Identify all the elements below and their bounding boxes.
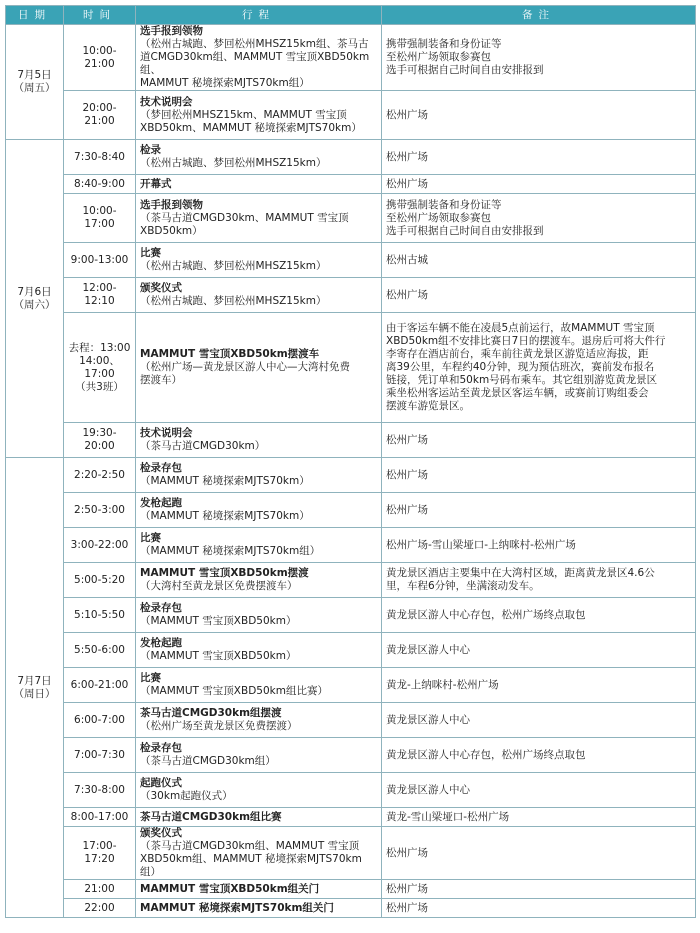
header-date: 日期 <box>6 6 64 25</box>
time-cell <box>64 423 136 458</box>
time-text: 6:00-21:00 <box>70 678 129 691</box>
table-row <box>6 423 696 458</box>
table-row <box>6 91 696 140</box>
note-text: 里，车程6分钟，坐满滚动发车。 <box>386 580 540 592</box>
item-title: 茶马古道CMGD30km组摆渡 <box>140 707 282 719</box>
item-cell <box>136 808 382 827</box>
time-text: 7:30-8:00 <box>74 783 125 796</box>
note-cell <box>382 175 696 194</box>
item-title: 技术说明会 <box>140 95 193 108</box>
table-row <box>6 458 696 493</box>
table-row <box>6 827 696 880</box>
table-row <box>6 633 696 668</box>
time-cell <box>64 278 136 313</box>
time-cell <box>64 633 136 668</box>
time-cell <box>64 458 136 493</box>
date-text: 7月5日 <box>17 69 52 81</box>
item-cell <box>136 423 382 458</box>
table-row <box>6 563 696 598</box>
item-subtitle: （松州古城跑、梦回松州MHSZ15km） <box>140 260 327 272</box>
note-cell <box>382 25 696 91</box>
table-row <box>6 278 696 313</box>
note-text: 黄龙景区游人中心 <box>386 643 470 656</box>
note-text: 松州广场 <box>386 150 428 163</box>
item-title: 检录存包 <box>140 602 182 614</box>
time-cell <box>64 194 136 243</box>
item-title: MAMMUT 雪宝顶XBD50km摆渡 <box>140 567 309 579</box>
note-text: 黄龙景区游人中心存包，松州广场终点取包 <box>386 608 586 621</box>
note-cell <box>382 633 696 668</box>
item-title: 开幕式 <box>140 177 172 190</box>
time-text: 8:00-17:00 <box>70 810 129 823</box>
schedule-body <box>6 25 696 918</box>
note-cell <box>382 493 696 528</box>
note-cell <box>382 278 696 313</box>
table-row <box>6 738 696 773</box>
table-row <box>6 880 696 899</box>
item-subtitle: （松州广场至黄龙景区免费摆渡） <box>140 720 298 732</box>
item-cell <box>136 140 382 175</box>
item-cell <box>136 175 382 194</box>
note-cell <box>382 194 696 243</box>
note-cell <box>382 458 696 493</box>
time-text: 22:00 <box>84 901 115 914</box>
table-row <box>6 899 696 918</box>
table-row <box>6 493 696 528</box>
schedule-table <box>5 5 696 918</box>
date-text: 7月6日 <box>17 285 52 298</box>
note-cell <box>382 899 696 918</box>
note-text: 至松州广场领取参赛包 <box>386 211 491 224</box>
note-text: 摆渡车游览景区。 <box>386 400 470 412</box>
item-cell <box>136 528 382 563</box>
item-title: 茶马古道CMGD30km组比赛 <box>140 810 282 823</box>
time-text: 5:00-5:20 <box>74 573 125 586</box>
item-cell <box>136 703 382 738</box>
item-subtitle: （MAMMUT 雪宝顶XBD50km组比赛） <box>140 685 328 697</box>
item-subtitle: （茶马古道CMGD30km组、MAMMUT 雪宝顶 <box>140 840 360 852</box>
time-text: 20:00-21:00 <box>82 102 117 127</box>
table-row <box>6 25 696 91</box>
item-subtitle: （松州广场—黄龙景区游人中心—大湾村免费 <box>140 361 350 373</box>
item-cell <box>136 827 382 880</box>
item-title: 发枪起跑 <box>140 497 182 509</box>
note-cell <box>382 880 696 899</box>
note-text: 黄龙-雪山梁垭口-松州广场 <box>386 810 510 823</box>
table-row <box>6 528 696 563</box>
table-row <box>6 808 696 827</box>
item-subtitle: （大湾村至黄龙景区免费摆渡车） <box>140 580 298 592</box>
note-cell <box>382 528 696 563</box>
note-text: 李寄存在酒店前台，乘车前往黄龙景区游览适应海拔，距 <box>386 348 649 360</box>
item-cell <box>136 91 382 140</box>
note-text: 携带强制装备和身份证等 <box>386 198 502 211</box>
item-title: 颁奖仪式 <box>140 282 182 294</box>
time-cell <box>64 668 136 703</box>
time-cell <box>64 140 136 175</box>
time-text: 去程：13:00 <box>68 341 131 354</box>
item-title: MAMMUT 秘境探索MJTS70km组关门 <box>140 901 334 914</box>
note-text: 松州广场 <box>386 108 428 121</box>
item-subtitle: XBD50km、MAMMUT 秘境探索MJTS70km） <box>140 121 362 134</box>
item-subtitle: （茶马古道CMGD30km、MAMMUT 雪宝顶 <box>140 211 349 224</box>
note-cell <box>382 668 696 703</box>
time-cell <box>64 493 136 528</box>
item-subtitle: 道CMGD30km组、MAMMUT 雪宝顶XBD50km组、 <box>140 51 370 76</box>
time-cell <box>64 243 136 278</box>
item-cell <box>136 598 382 633</box>
item-cell <box>136 668 382 703</box>
item-cell <box>136 493 382 528</box>
note-text: 松州广场 <box>386 503 428 516</box>
time-text: 8:40-9:00 <box>74 177 125 190</box>
time-text: 12:00-12:10 <box>82 282 117 307</box>
time-text: 5:50-6:00 <box>74 643 125 656</box>
item-title: 颁奖仪式 <box>140 827 182 839</box>
time-cell <box>64 25 136 91</box>
item-subtitle: MAMMUT 秘境探索MJTS70km组） <box>140 77 310 89</box>
header-item: 行程 <box>136 6 382 25</box>
date-text: 7月7日 <box>17 674 52 687</box>
time-cell <box>64 899 136 918</box>
item-subtitle: （茶马古道CMGD30km组） <box>140 755 276 767</box>
item-cell <box>136 880 382 899</box>
time-text: 7:30-8:40 <box>74 150 125 163</box>
note-text: 黄龙景区酒店主要集中在大湾村区域，距离黄龙景区4.6公 <box>386 567 655 579</box>
item-subtitle: （MAMMUT 雪宝顶XBD50km） <box>140 615 297 627</box>
note-text: 松州广场 <box>386 846 428 859</box>
item-subtitle: 摆渡车） <box>140 374 182 386</box>
item-title: 起跑仪式 <box>140 777 182 789</box>
item-title: 比赛 <box>140 672 161 684</box>
item-cell <box>136 458 382 493</box>
note-text: 至松州广场领取参赛包 <box>386 51 491 63</box>
item-subtitle: XBD50km） <box>140 224 203 237</box>
item-cell <box>136 243 382 278</box>
item-subtitle: （30km起跑仪式） <box>140 790 233 802</box>
note-text: 黄龙-上纳咪村-松州广场 <box>386 678 499 691</box>
item-title: 比赛 <box>140 532 161 544</box>
date-cell <box>6 458 64 918</box>
note-text: 黄龙景区游人中心存包，松州广场终点取包 <box>386 748 586 761</box>
note-text: 携带强制装备和身份证等 <box>386 38 502 50</box>
note-cell <box>382 140 696 175</box>
item-cell <box>136 313 382 423</box>
note-text: 链接，凭订单和50km号码布乘车。其它组别游览黄龙景区 <box>386 374 658 386</box>
item-subtitle: （松州古城跑、梦回松州MHSZ15km组、茶马古 <box>140 38 369 50</box>
date-text: （周日） <box>13 687 56 700</box>
note-cell <box>382 808 696 827</box>
item-cell <box>136 633 382 668</box>
item-cell <box>136 563 382 598</box>
time-text: 17:00-17:20 <box>82 840 117 865</box>
note-cell <box>382 563 696 598</box>
note-cell <box>382 598 696 633</box>
note-cell <box>382 423 696 458</box>
note-text: 松州广场 <box>386 433 428 446</box>
table-row <box>6 598 696 633</box>
time-cell <box>64 808 136 827</box>
item-title: 发枪起跑 <box>140 637 182 649</box>
item-subtitle: （松州古城跑、梦回松州MHSZ15km） <box>140 295 327 307</box>
item-title: 选手报到领物 <box>140 198 203 211</box>
item-subtitle: （MAMMUT 雪宝顶XBD50km） <box>140 650 297 662</box>
note-text: XBD50km组不安排比赛日7日的摆渡车。退房后可将大件行 <box>386 335 666 347</box>
table-row <box>6 243 696 278</box>
date-cell <box>6 25 64 140</box>
date-text: （周五） <box>13 82 56 94</box>
note-text: 黄龙景区游人中心 <box>386 713 470 726</box>
time-text: 7:00-7:30 <box>74 748 125 761</box>
note-text: 松州广场 <box>386 468 428 481</box>
time-text: 3:00-22:00 <box>70 538 129 551</box>
note-text: 松州广场-雪山梁垭口-上纳咪村-松州广场 <box>386 538 576 551</box>
note-text: 松州广场 <box>386 288 428 301</box>
note-text: 松州广场 <box>386 177 428 190</box>
table-row <box>6 313 696 423</box>
time-cell <box>64 563 136 598</box>
note-cell <box>382 703 696 738</box>
note-cell <box>382 243 696 278</box>
date-cell <box>6 140 64 458</box>
time-cell <box>64 598 136 633</box>
note-text: 松州广场 <box>386 901 428 914</box>
note-text: 松州古城 <box>386 253 428 266</box>
time-text: 21:00 <box>84 882 115 895</box>
note-text: 离39公里，车程约40分钟，现为预估班次，赛前发布报名 <box>386 361 655 373</box>
item-subtitle: （MAMMUT 秘境探索MJTS70km） <box>140 510 310 522</box>
note-cell <box>382 738 696 773</box>
item-subtitle: XBD50km组、MAMMUT 秘境探索MJTS70km组） <box>140 853 362 878</box>
item-cell <box>136 25 382 91</box>
item-cell <box>136 278 382 313</box>
item-subtitle: （MAMMUT 秘境探索MJTS70km组） <box>140 545 321 557</box>
date-text: （周六） <box>13 298 56 311</box>
time-text: （共3班） <box>75 380 124 393</box>
time-text: 5:10-5:50 <box>74 608 125 621</box>
item-title: 检录 <box>140 144 161 156</box>
item-title: MAMMUT 雪宝顶XBD50km摆渡车 <box>140 348 320 360</box>
item-title: 检录存包 <box>140 462 182 474</box>
table-row <box>6 175 696 194</box>
time-text: 14:00、17:00 <box>79 354 120 380</box>
header-time: 时间 <box>64 6 136 25</box>
item-subtitle: （松州古城跑、梦回松州MHSZ15km） <box>140 157 327 169</box>
header-row <box>6 6 696 25</box>
note-cell <box>382 313 696 423</box>
time-cell <box>64 703 136 738</box>
table-row <box>6 194 696 243</box>
item-cell <box>136 899 382 918</box>
table-row <box>6 703 696 738</box>
table-row <box>6 140 696 175</box>
note-cell <box>382 91 696 140</box>
item-subtitle: （茶马古道CMGD30km） <box>140 440 266 452</box>
time-text: 10:00-21:00 <box>82 44 117 70</box>
item-cell <box>136 738 382 773</box>
item-cell <box>136 194 382 243</box>
time-cell <box>64 773 136 808</box>
note-text: 选手可根据自己时间自由安排报到 <box>386 64 544 76</box>
item-subtitle: （梦回松州MHSZ15km、MAMMUT 雪宝顶 <box>140 108 347 121</box>
time-cell <box>64 313 136 423</box>
note-text: 选手可根据自己时间自由安排报到 <box>386 224 544 237</box>
table-row <box>6 668 696 703</box>
item-title: 选手报到领物 <box>140 25 203 37</box>
time-text: 2:20-2:50 <box>74 468 125 481</box>
note-text: 黄龙景区游人中心 <box>386 783 470 796</box>
header-note: 备注 <box>382 6 696 25</box>
time-text: 10:00-17:00 <box>82 205 117 230</box>
item-cell <box>136 773 382 808</box>
table-row <box>6 773 696 808</box>
time-text: 9:00-13:00 <box>70 253 129 266</box>
item-subtitle: （MAMMUT 秘境探索MJTS70km） <box>140 475 310 487</box>
note-cell <box>382 827 696 880</box>
time-cell <box>64 528 136 563</box>
time-cell <box>64 880 136 899</box>
time-text: 6:00-7:00 <box>74 713 125 726</box>
time-cell <box>64 827 136 880</box>
item-title: 检录存包 <box>140 742 182 754</box>
time-cell <box>64 738 136 773</box>
time-cell <box>64 175 136 194</box>
note-text: 由于客运车辆不能在凌晨5点前运行，故MAMMUT 雪宝顶 <box>386 322 655 334</box>
time-text: 2:50-3:00 <box>74 503 125 516</box>
time-text: 19:30-20:00 <box>82 427 117 452</box>
time-cell <box>64 91 136 140</box>
note-text: 松州广场 <box>386 882 428 895</box>
item-title: 技术说明会 <box>140 427 193 439</box>
note-text: 乘坐松州客运站至黄龙景区客运车辆，或赛前订购组委会 <box>386 387 649 399</box>
item-title: MAMMUT 雪宝顶XBD50km组关门 <box>140 882 320 895</box>
note-cell <box>382 773 696 808</box>
item-title: 比赛 <box>140 247 161 259</box>
